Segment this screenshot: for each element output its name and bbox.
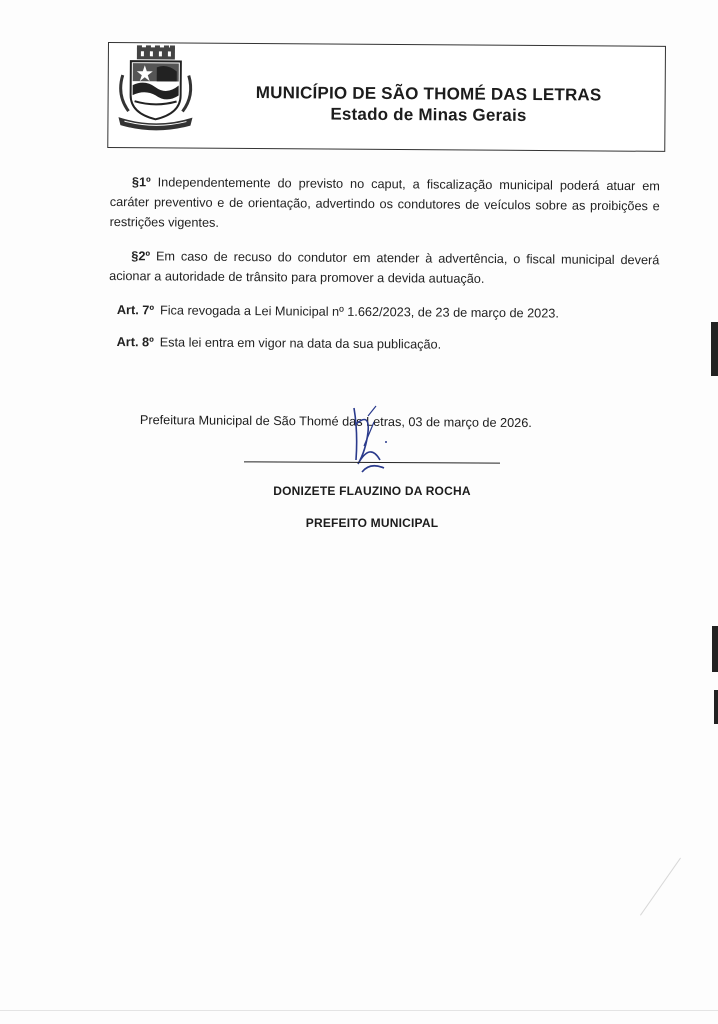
paragraph-1 (110, 172, 660, 236)
scan-edge-mark (714, 690, 718, 724)
article-8 (117, 332, 659, 356)
letterhead (107, 42, 666, 152)
paragraph-1-text: Independentemente do previsto no caput, a fiscalização municipal poderá atuar em caráter preventivo e de orientação, advertindo os condutores de veículos sobre as proibições e restrições vigentes. (109, 175, 660, 230)
article-7-label: Art. 7º (116, 303, 155, 318)
place-and-date: Prefeitura Municipal de São Thomé das Letras, 03 de março de 2026. (139, 413, 532, 431)
state-name: Estado de Minas Gerais (330, 104, 527, 125)
signatory-role: PREFEITO MUNICIPAL (305, 516, 439, 530)
handwritten-signature (340, 402, 400, 482)
paragraph-2 (109, 246, 659, 290)
scan-bottom-edge (0, 1010, 718, 1011)
article-7 (117, 300, 659, 324)
scan-crease (640, 858, 681, 916)
scan-edge-mark (711, 322, 718, 376)
article-8-text: Esta lei entra em vigor na data da sua publicação. (159, 335, 442, 352)
article-7-text: Fica revogada a Lei Municipal nº 1.662/2023, de 23 de março de 2023. (159, 303, 559, 321)
scan-edge-mark (712, 626, 718, 672)
law-body (108, 172, 659, 368)
section-marker-2: §2º (131, 249, 151, 264)
letterhead-title (203, 82, 653, 127)
section-marker-1: §1º (131, 175, 151, 190)
paragraph-2-text: Em caso de recuso do condutor em atender à advertência, o fiscal municipal deverá acionar a autoridade de trânsito para promover a devida autuação. (109, 249, 660, 286)
article-8-label: Art. 8º (116, 335, 154, 350)
coat-of-arms-icon (114, 45, 197, 132)
municipality-name: MUNICÍPIO DE SÃO THOMÉ DAS LETRAS (255, 83, 602, 105)
signatory-name: DONIZETE FLAUZINO DA ROCHA (273, 484, 471, 498)
